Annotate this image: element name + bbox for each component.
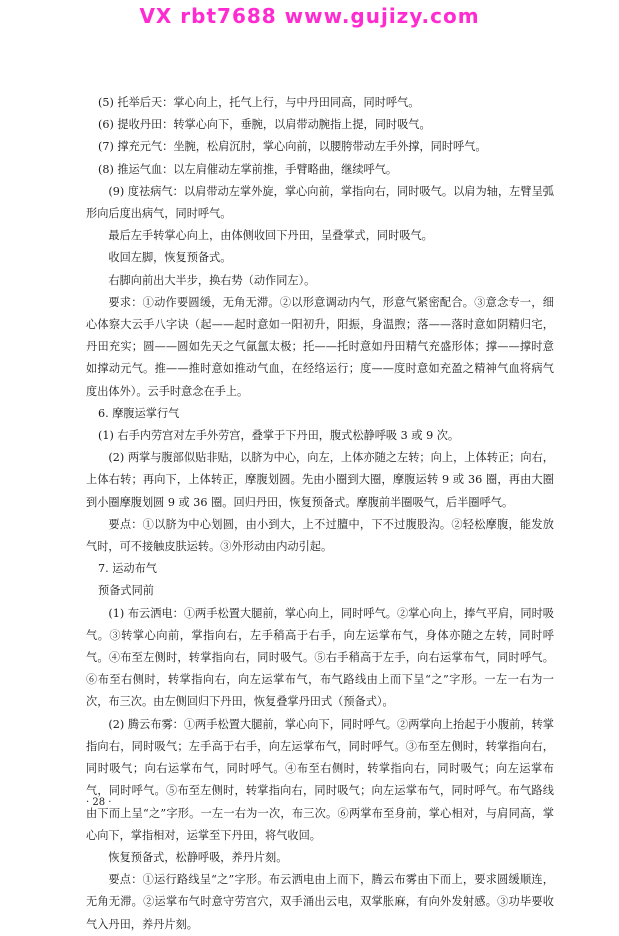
paragraph-requirements: 要求：①动作要圆缓，无角无滞。②以形意调动内气，形意气紧密配合。③意念专一，细心体察大云手八字诀（起——起时意如一阳初升，阳振，身温煦；落——落时意如阴精归宅，丹田充实；圆——圆如先天之气氤氲太极；托——托时意如丹田精气充盛形体；撑——撑时意如撑动元气。推——推时意如推动气血，在经络运行；度——度时意如充盈之精神气血将病气度出体外）。云手时意念在手上。 [86,295,554,398]
section-heading-6: 6. 摩腹运掌行气 [98,406,180,420]
paragraph-step-6: (6) 提收丹田：转掌心向下，垂腕，以肩带动腕指上提，同时吸气。 [98,118,431,132]
document-page [86,92,554,936]
subheading-preparation: 预备式同前 [98,584,154,598]
paragraph-7-keypoints: 要点：①运行路线呈“之”字形。布云洒电由上而下，腾云布雾由下而上，要求圆缓顺连，无角无滞。②运掌布气时意守劳宫穴，双手涌出云电，双掌胀麻，有向外发射感。③功毕要收气入丹田，养丹片刻。 [86,873,554,931]
page-number: · 28 · [86,797,112,808]
paragraph-6-keypoints: 要点：①以脐为中心划圆，由小到大，上不过膻中，下不过腹股沟。②轻松摩腹，能发放气时，可不接触皮肤运转。③外形动由内动引起。 [86,517,554,554]
paragraph-6-1: (1) 右手内劳宫对左手外劳宫，叠掌于下丹田，腹式松静呼吸 3 或 9 次。 [98,429,460,443]
paragraph-step-8: (8) 推运气血：以左肩催动左掌前推，手臂略曲，继续呼气。 [98,162,398,176]
paragraph-step-9: (9) 度祛病气：以肩带动左掌外旋，掌心向前，掌指向右，同时吸气。以肩为轴，左臂呈弧形向后度出病气，同时呼气。 [86,184,554,221]
paragraph-7-2: (2) 腾云布雾：①两手松置大腿前，掌心向下，同时呼气。②两掌向上抬起于小腹前，转掌指向右，同时吸气；左手高于右手，向左运掌布气，同时呼气。③布至左侧时，转掌指向右，同时吸气；向右运掌布气，同时呼气。④布至右侧时，转掌指向右，同时吸气；向左运掌布气，同时呼气。⑤布至左侧时，转掌指向右，同时吸气；向左运掌布气，同时呼气。布气路线由下而上呈“之”字形。一左一右为一次，布三次。⑥两掌布至身前，掌心相对，与肩同高，掌心向下，掌指相对，运掌至下丹田，将气收回。 [86,717,554,842]
paragraph-step-5: (5) 托举后天：掌心向上，托气上行，与中丹田同高，同时呼气。 [98,96,420,109]
watermark: VX rbt7688 www.gujizy.com [139,4,480,28]
paragraph-7-restore: 恢复预备式，松静呼吸，养丹片刻。 [108,850,288,864]
paragraph-return: 收回左脚，恢复预备式。 [108,251,232,265]
paragraph-6-2: (2) 两掌与腹部似贴非贴，以脐为中心，向左，上体亦随之左转；向上，上体转正；向右，上体右转；再向下，上体转正，摩腹划圆。先由小圈到大圈，摩腹运转 9 或 36 圈，再由大圈到小圈摩腹划圆 9 或 36 圈。回归丹田，恢复预备式。摩腹前半圈吸气，后半圈呼气。 [86,451,554,509]
paragraph-right-side: 右脚向前出大半步，换右势（动作同左）。 [108,273,316,287]
paragraph-finish: 最后左手转掌心向上，由体侧收回下丹田，呈叠掌式，同时吸气。 [108,229,433,243]
paragraph-7-1: (1) 布云洒电：①两手松置大腿前，掌心向上，同时呼气。②掌心向上，捧气平肩，同时吸气。③转掌心向前，掌指向右，左手稍高于右手，向左运掌布气，身体亦随之左转，同时呼气。④布至左侧时，转掌指向右，同时吸气。⑤右手稍高于左手，向右运掌布气，同时呼气。⑥布至右侧时，转掌指向右，向左运掌布气，布气路线由上而下呈“之”字形。一左一右为一次，布三次。由左侧回归下丹田，恢复叠掌丹田式（预备式）。 [86,606,554,709]
paragraph-step-7: (7) 撑充元气：坐腕，松肩沉肘，掌心向前，以腰胯带动左手外撑，同时呼气。 [98,140,487,154]
section-heading-7: 7. 运动布气 [98,562,157,576]
